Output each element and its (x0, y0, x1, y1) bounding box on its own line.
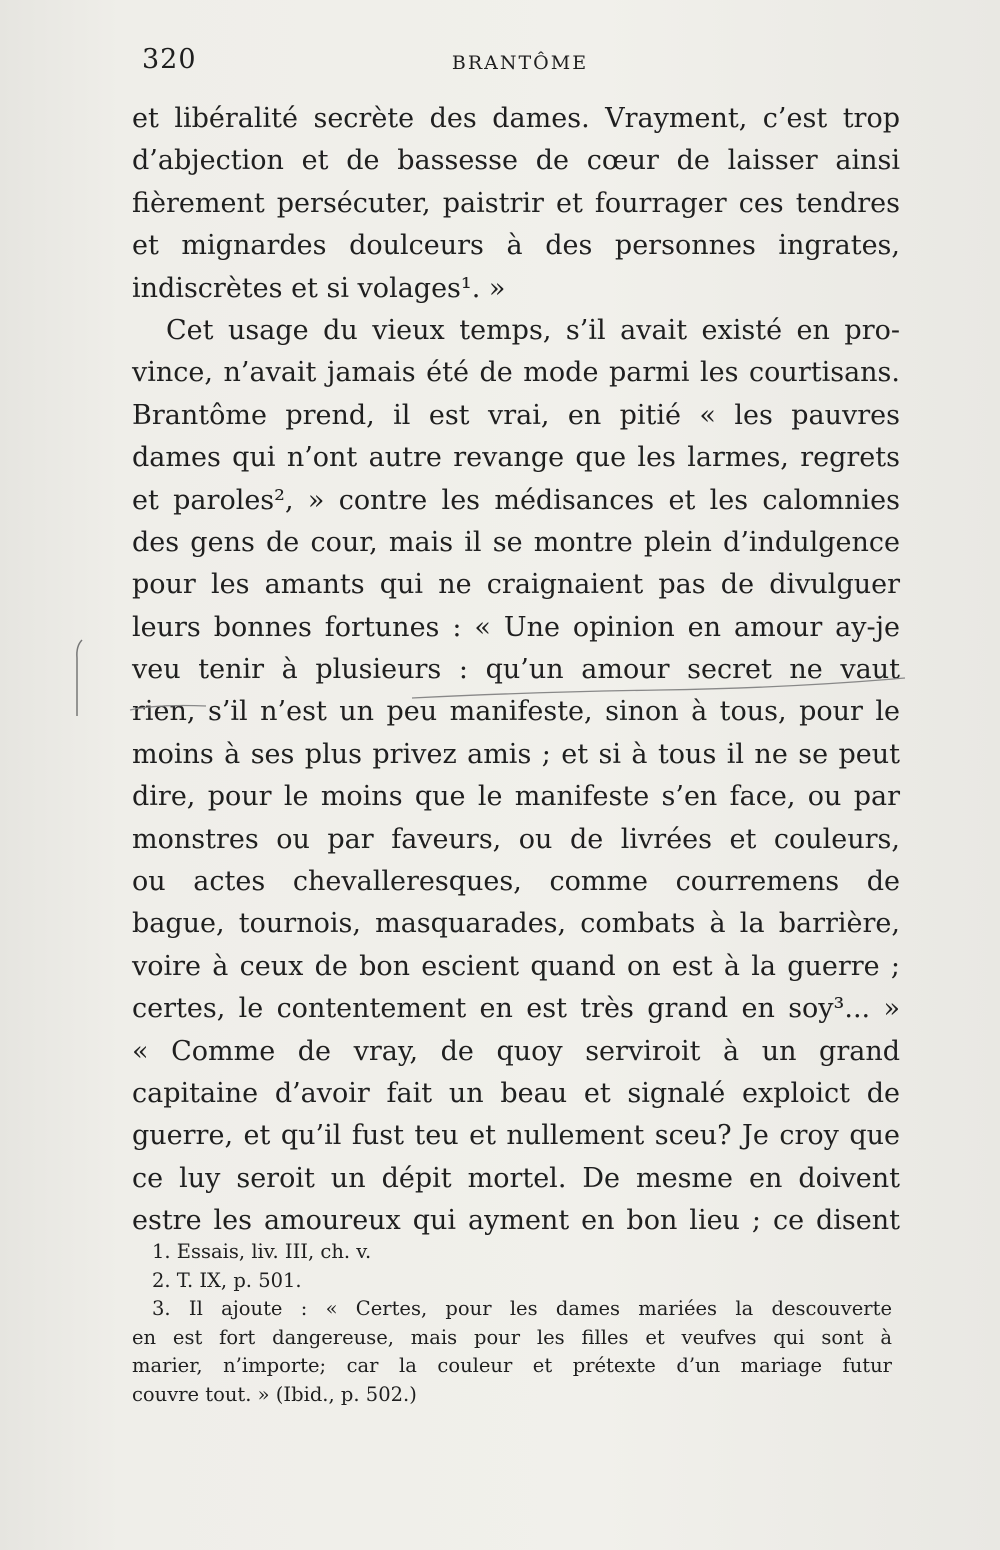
footnote-3-line: 3. Il ajoute : « Certes, pour les dames mariées la descouverte (152, 1297, 892, 1320)
footnote-1: 1. Essais, liv. III, ch. v. (152, 1240, 372, 1263)
text-line: Cet usage du vieux temps, s’il avait existé en pro- (166, 314, 900, 346)
text-line: dire, pour le moins que le manifeste s’en face, ou par (132, 781, 900, 813)
pencil-underline-mark (128, 700, 208, 720)
footnote-3-line: couvre tout. » (Ibid., p. 502.) (132, 1382, 417, 1406)
running-title: BRANTÔME (451, 52, 589, 74)
page-number: 320 (142, 44, 197, 75)
text-line: guerre, et qu’il fust teu et nullement sceu? Je croy que (132, 1120, 900, 1152)
text-line: veu tenir à plusieurs : qu’un amour secret ne vaut (132, 654, 900, 686)
text-line: Brantôme prend, il est vrai, en pitié « les pauvres (132, 399, 900, 431)
text-line: et paroles², » contre les médisances et les calomnies (132, 484, 900, 516)
text-line: capitaine d’avoir fait un beau et signalé exploict de (132, 1077, 900, 1109)
text-line: voire à ceux de bon escient quand on est à la guerre ; (132, 950, 900, 982)
text-line: bague, tournois, masquarades, combats à la barrière, (132, 908, 900, 940)
text-line: fièrement persécuter, paistrir et fourrager ces tendres (132, 187, 900, 219)
pencil-underline-mark (410, 666, 910, 706)
text-line: des gens de cour, mais il se montre plein d’indulgence (132, 526, 900, 558)
footnotes (132, 1238, 892, 1409)
text-line: indiscrètes et si volages¹. » (132, 272, 506, 304)
footnote-3-line: marier, n’importe; car la couleur et prétexte d’un mariage futur (132, 1354, 892, 1377)
footnote-3-line: en est fort dangereuse, mais pour les filles et veufves qui sont à (132, 1325, 892, 1349)
text-line: vince, n’avait jamais été de mode parmi les courtisans. (132, 357, 900, 389)
page-header (130, 40, 910, 80)
text-line: certes, le contentement en est très grand en soy³... » (132, 993, 900, 1025)
text-line: d’abjection et de bassesse de cœur de laisser ainsi (132, 145, 900, 177)
text-line: et libéralité secrète des dames. Vrayment, c’est trop (132, 103, 900, 134)
text-line: monstres ou par faveurs, ou de livrées et couleurs, (132, 823, 900, 855)
text-line: « Comme de vray, de quoy serviroit à un grand (132, 1035, 900, 1067)
pencil-margin-mark (72, 638, 84, 718)
text-line: ce luy seroit un dépit mortel. De mesme en doivent (132, 1162, 900, 1194)
text-line: ou actes chevalleresques, comme courremens de (132, 866, 900, 898)
text-line: et mignardes doulceurs à des personnes ingrates, (132, 230, 900, 262)
footnote-2: 2. T. IX, p. 501. (152, 1268, 302, 1292)
text-line: leurs bonnes fortunes : « Une opinion en amour ay-je (132, 611, 900, 643)
text-line: rien, s’il n’est un peu manifeste, sinon à tous, pour le (132, 696, 900, 728)
text-line: dames qui n’ont autre revange que les larmes, regrets (132, 442, 900, 474)
text-line: estre les amoureux qui ayment en bon lieu ; ce disent (132, 1205, 900, 1237)
text-line: pour les amants qui ne craignaient pas de divulguer (132, 569, 900, 601)
text-line: moins à ses plus privez amis ; et si à tous il ne se peut (132, 738, 900, 770)
